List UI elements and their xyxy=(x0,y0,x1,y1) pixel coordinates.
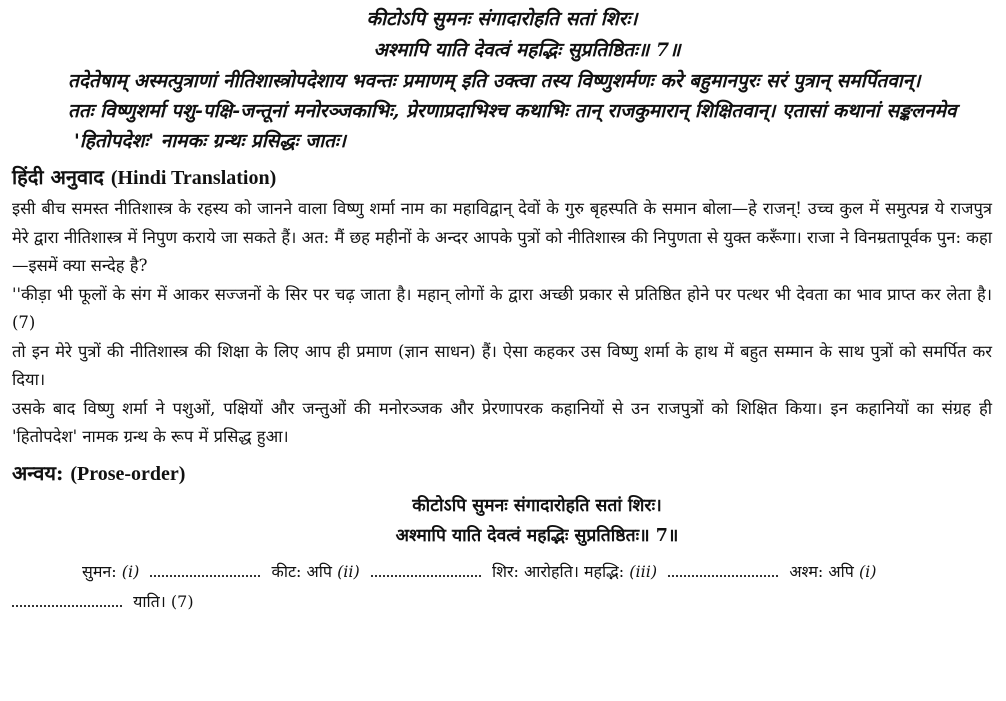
anvay-heading-english: (Prose-order) xyxy=(70,462,186,485)
hindi-paragraph-2: ''कीड़ा भी फूलों के संग में आकर सज्जनों के सिर पर चढ़ जाता है। महान् लोगों के द्वारा अच्छी प्रकार से प्रतिष्ठित होने पर पत्थर भी देवता का भाव प्राप्त कर लेता है। (7) xyxy=(12,284,992,332)
hindi-heading-hindi: हिंदी अनुवाद xyxy=(12,165,104,189)
blank-field-2 xyxy=(371,563,481,577)
fill-blanks-line-2 xyxy=(12,587,992,617)
blank-text-3: शिर: आरोहति। महद्भि: xyxy=(491,561,630,581)
anvay-heading-hindi: अन्वय: xyxy=(12,460,64,485)
sanskrit-paragraph-1: तदेतेषाम् अस्मत्पुत्राणां नीतिशास्त्रोपदेशाय भवन्तः प्रमाणम् इति उक्त्वा तस्य विष्णुशर्मणः करे बहुमानपुरः सरं पुत्रान् समर्पितवान्। xyxy=(68,70,921,92)
blank-number-4: (i) xyxy=(858,561,877,581)
anvay-heading xyxy=(12,456,992,491)
fill-blanks-line xyxy=(12,557,992,587)
blank-field-4 xyxy=(12,593,122,607)
sanskrit-paragraph-2: ततः विष्णुशर्मा पशु-पक्षि-जन्तूनां मनोरञ्जकाभिः, प्रेरणाप्रदाभिश्च कथाभिः तान् राजकुमारान् शिक्षितवान्। एतासां कथानां सङ्कलनमेव 'हितोपदेशः' नामकः ग्रन्थः प्रसिद्धः जातः। xyxy=(68,100,957,152)
blank-field-3 xyxy=(668,563,778,577)
blank-number-2: (ii) xyxy=(337,561,360,581)
blank-text-2: कीट: अपि xyxy=(271,561,338,581)
blank-text-5: याति। (7) xyxy=(133,591,194,611)
prose-order-verse-line-1: कीटोऽपि सुमनः संगादारोहति सतां शिरः। xyxy=(412,495,662,516)
hindi-paragraph-3: तो इन मेरे पुत्रों की नीतिशास्त्र की शिक्षा के लिए आप ही प्रमाण (ज्ञान साधन) हैं। ऐसा कहकर उस विष्णु शर्मा के हाथ में बहुत सम्मान के साथ पुत्रों को समर्पित कर दिया। xyxy=(12,341,992,389)
blank-text-1: सुमन: xyxy=(82,561,122,581)
hindi-heading-english: (Hindi Translation) xyxy=(110,167,277,189)
blank-number-1: (i) xyxy=(121,561,140,581)
hindi-translation-heading xyxy=(12,160,992,195)
sanskrit-verse-line-1: कीटोऽपि सुमनः संगादारोहति सतां शिरः। xyxy=(366,8,638,30)
prose-order-verse-line-2: अश्मापि याति देवत्वं महद्भिः सुप्रतिष्ठितः॥ 7॥ xyxy=(395,525,679,546)
blank-number-3: (iii) xyxy=(629,561,658,581)
blank-text-4: अश्म: अपि xyxy=(789,561,859,581)
hindi-paragraph-4: उसके बाद विष्णु शर्मा ने पशुओं, पक्षियों और जन्तुओं की मनोरञ्जक और प्रेरणापरक कहानियों से उन राजपुत्रों को शिक्षित किया। इन कहानियों का संग्रह ही 'हितोपदेश' नामक ग्रन्थ के रूप में प्रसिद्ध हुआ। xyxy=(12,398,992,446)
sanskrit-verse-line-2: अश्मापि याति देवत्वं महद्भिः सुप्रतिष्ठितः॥ 7॥ xyxy=(373,39,681,61)
hindi-paragraph-1: इसी बीच समस्त नीतिशास्त्र के रहस्य को जानने वाला विष्णु शर्मा नाम का महाविद्वान् देवों के गुरु बृहस्पति के समान बोला—हे राजन्! उच्च कुल में समुत्पन्न ये राजपुत्र मेरे द्वारा नीतिशास्त्र में निपुण कराये जा सकते हैं। अत: मैं छह महीनों के अन्दर आपके पुत्रों को नीतिशास्त्र की निपुणता से युक्त करूँगा। राजा ने विनम्रतापूर्वक पुन: कहा—इसमें क्या सन्देह है? xyxy=(12,199,992,275)
blank-field-1 xyxy=(150,563,260,577)
